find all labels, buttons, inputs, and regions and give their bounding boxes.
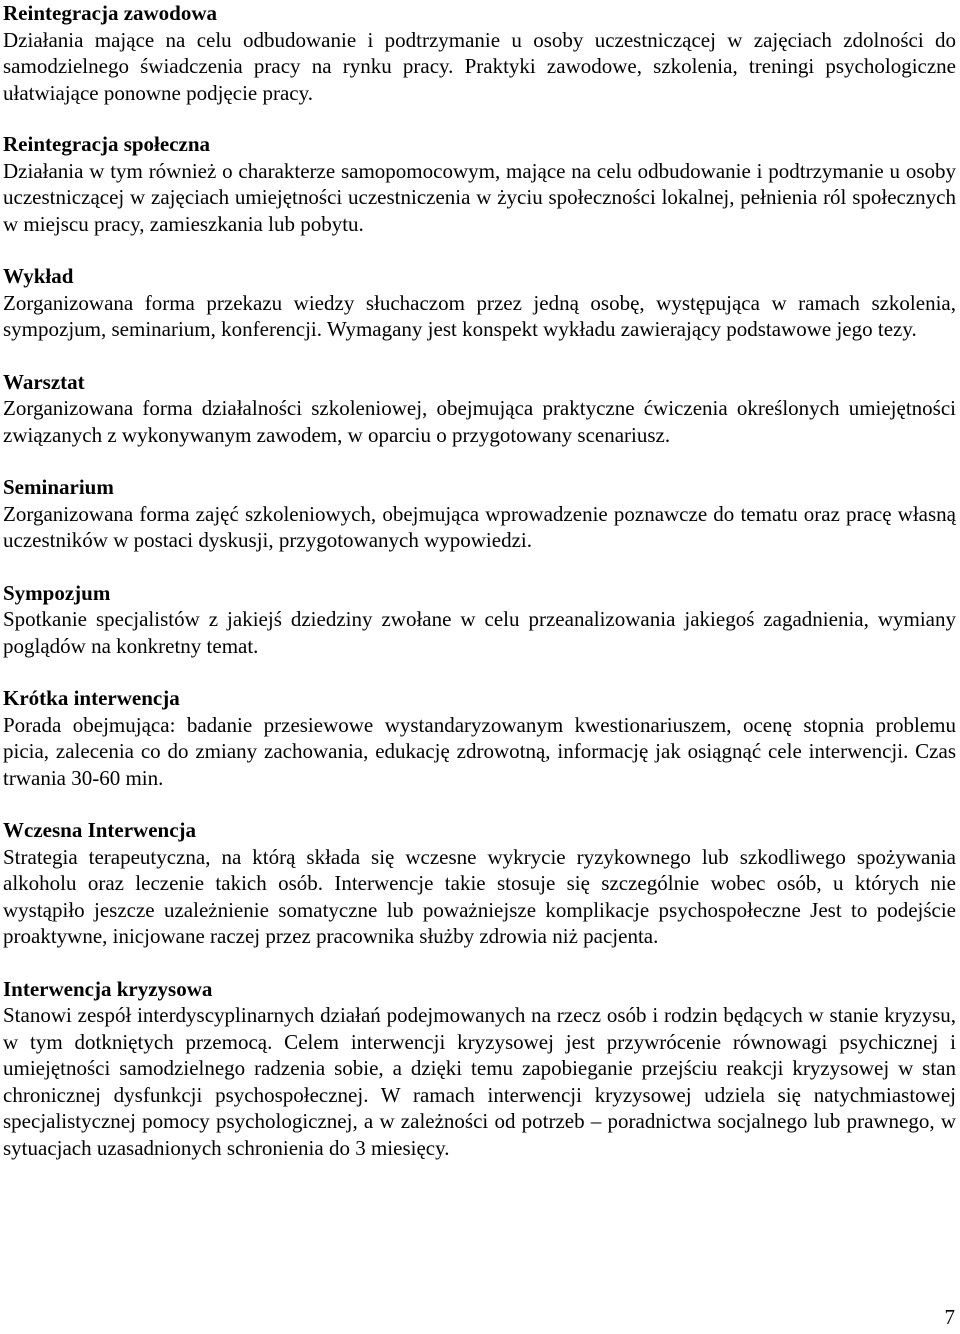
document-content [3,0,956,1187]
section-title: Reintegracja zawodowa [3,1,218,25]
section-body: Porada obejmująca: badanie przesiewowe wystandaryzowanym kwestionariuszem, ocenę stopnia problemu picia, zalecenia co do zmiany zachowania, edukację zdrowotną, informację jak osiągnąć cele interwencji. Czas trwania 30-60 min. [3,712,956,790]
page-number: 7 [944,1305,955,1329]
section-title: Seminarium [3,475,114,499]
section-title: Krótka interwencja [3,686,180,710]
section-reintegracja-spoleczna [3,131,956,237]
section-reintegracja-zawodowa [3,0,956,106]
section-title: Warsztat [3,369,85,394]
section-body: Działania w tym również o charakterze samopomocowym, mające na celu odbudowanie i podtrzymanie u osoby uczestniczącej w zajęciach umiejętności uczestniczenia w życiu społeczności lokalnej, pełnienia ról społecznych w miejscu pracy, zamieszkania lub pobytu. [3,158,956,236]
section-title: Wczesna Interwencja [3,818,197,842]
section-body: Spotkanie specjalistów z jakiejś dziedziny zwołane w celu przeanalizowania jakiegoś zagadnienia, wymiany poglądów na konkretny temat. [3,607,956,658]
section-body: Zorganizowana forma zajęć szkoleniowych, obejmująca wprowadzenie poznawcze do tematu oraz pracę własną uczestników w postaci dyskusji, przygotowanych wypowiedzi. [3,501,956,552]
section-wyklad [3,263,956,343]
section-warsztat [3,369,956,449]
section-wczesna-interwencja [3,817,956,950]
section-sympozjum [3,580,956,660]
section-title: Interwencja kryzysowa [3,976,213,1001]
section-body: Stanowi zespół interdyscyplinarnych działań podejmowanych na rzecz osób i rodzin będących w stanie kryzysu, w tym dotkniętych przemocą. Celem interwencji kryzysowej jest przywrócenie równowagi psychicznej i umiejętności samodzielnego radzenia sobie, a dzięki temu zapobieganie przejściu reakcji kryzysowej w stan chronicznej dysfunkcji psychospołecznej. W ramach interwencji kryzysowej udziela się natychmiastowej specjalistycznej pomocy psychologicznej, a w zależności od potrzeb – poradnictwa socjalnego lub prawnego, w sytuacjach uzasadnionych schronienia do 3 miesięcy. [3,1003,956,1160]
section-title: Wykład [3,264,74,288]
section-title: Sympozjum [3,580,111,605]
section-seminarium [3,474,956,554]
section-body: Strategia terapeutyczna, na którą składa się wczesne wykrycie ryzykownego lub szkodliwego spożywania alkoholu oraz leczenie takich osób. Interwencje takie stosuje się szczególnie wobec osób, u których nie wystąpiło jeszcze uzależnienie somatyczne lub poważniejsze komplikacje psychospołeczne Jest to podejście proaktywne, inicjowane raczej przez pracownika służby zdrowia niż pacjenta. [3,844,956,948]
section-body: Działania mające na celu odbudowanie i podtrzymanie u osoby uczestniczącej w zajęciach zdolności do samodzielnego świadczenia pracy na rynku pracy. Praktyki zawodowe, szkolenia, treningi psychologiczne ułatwiające ponowne podjęcie pracy. [3,27,956,105]
section-body: Zorganizowana forma działalności szkoleniowej, obejmująca praktyczne ćwiczenia określonych umiejętności związanych z wykonywanym zawodem, w oparciu o przygotowany scenariusz. [3,396,956,447]
section-interwencja-kryzysowa [3,976,956,1162]
section-title: Reintegracja społeczna [3,132,211,156]
section-krotka-interwencja [3,685,956,791]
section-body: Zorganizowana forma przekazu wiedzy słuchaczom przez jedną osobę, występująca w ramach szkolenia, sympozjum, seminarium, konferencji. Wymagany jest konspekt wykładu zawierający podstawowe jego tezy. [3,290,956,341]
